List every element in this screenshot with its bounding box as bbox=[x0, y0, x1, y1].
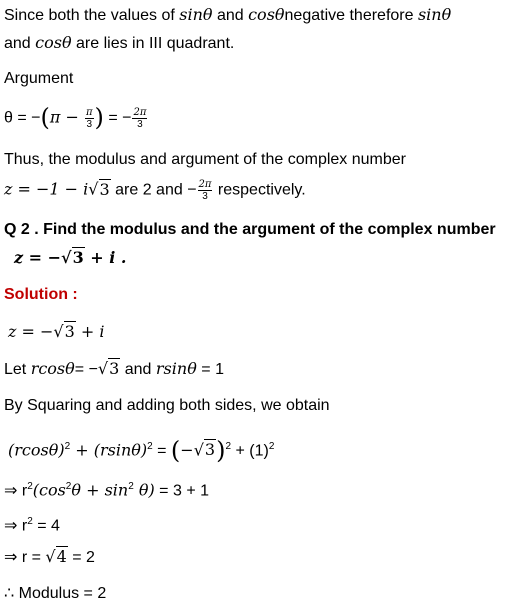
radicand: 3 bbox=[72, 248, 84, 267]
exponent: 2 bbox=[65, 481, 72, 492]
math-expression: (rcosθ) bbox=[8, 440, 65, 460]
radicand: 4 bbox=[56, 547, 67, 566]
implication-2 bbox=[4, 512, 60, 536]
math-pi-minus: π − bbox=[49, 107, 84, 127]
denominator: 3 bbox=[202, 191, 208, 202]
text-line-2 bbox=[4, 33, 234, 54]
math-expression: + i . bbox=[84, 248, 127, 267]
math-expression: (cos bbox=[32, 480, 66, 500]
math-sin-theta: sinθ bbox=[179, 5, 213, 24]
text: ⇒ r bbox=[4, 517, 28, 535]
solution-heading: Solution : bbox=[4, 286, 78, 303]
math-expression: θ) bbox=[133, 480, 155, 500]
argument-heading: Argument bbox=[4, 70, 74, 87]
math-expression: z = − bbox=[8, 322, 54, 341]
math-expression: + (rsinθ) bbox=[70, 440, 148, 460]
text: + (1) bbox=[231, 442, 269, 460]
math-expression: z = − bbox=[14, 248, 62, 267]
thus-line: Thus, the modulus and argument of the complex number bbox=[4, 151, 406, 168]
radicand: 3 bbox=[109, 359, 120, 378]
numerator: π bbox=[85, 107, 93, 118]
exponent: 2 bbox=[268, 441, 275, 452]
text: respectively. bbox=[213, 181, 306, 199]
exponent: 2 bbox=[225, 441, 232, 452]
math-sin-theta: sinθ bbox=[417, 5, 452, 24]
sqrt-3: √3 bbox=[193, 440, 216, 460]
text: Since both the values of bbox=[4, 7, 180, 24]
text: are 2 and − bbox=[110, 181, 197, 199]
math-rsin-theta: rsinθ bbox=[155, 359, 197, 378]
right-paren: ) bbox=[94, 103, 104, 132]
theta-equation bbox=[4, 103, 148, 132]
left-paren: ( bbox=[40, 103, 50, 132]
radicand: 3 bbox=[64, 322, 75, 341]
text: Let bbox=[4, 361, 31, 378]
question-2-expression bbox=[14, 248, 126, 269]
text: = 2 bbox=[67, 549, 95, 566]
text: = − bbox=[103, 109, 132, 127]
sqrt-3: √3 bbox=[53, 322, 75, 341]
text: ⇒ r bbox=[4, 482, 28, 500]
sqrt-3: √3 bbox=[61, 248, 84, 267]
text-line-1 bbox=[4, 5, 451, 26]
math-rcos-theta: rcosθ bbox=[30, 359, 75, 378]
text: and bbox=[212, 7, 249, 24]
modulus-result: ∴ Modulus = 2 bbox=[4, 585, 107, 602]
numerator: 2π bbox=[198, 179, 212, 190]
exponent: 2 bbox=[128, 481, 134, 492]
z-result-line bbox=[4, 179, 306, 202]
radicand: 3 bbox=[99, 179, 110, 199]
fraction-pi-over-3 bbox=[85, 107, 94, 130]
exponent: 2 bbox=[147, 441, 153, 452]
text: = bbox=[152, 442, 171, 460]
exponent: 2 bbox=[64, 441, 71, 452]
text: = 1 bbox=[196, 361, 224, 378]
numerator: 2π bbox=[133, 107, 147, 118]
text: θ = − bbox=[4, 109, 41, 127]
minus-sign: − bbox=[180, 440, 194, 460]
math-cos-theta: cosθ bbox=[35, 33, 72, 52]
math-cos-theta: cosθ bbox=[248, 5, 285, 24]
denominator: 3 bbox=[86, 119, 93, 130]
denominator: 3 bbox=[137, 119, 143, 130]
sqrt-3: √3 bbox=[97, 359, 120, 378]
text: and bbox=[120, 361, 156, 378]
implication-1 bbox=[4, 477, 209, 501]
text: = 4 bbox=[32, 517, 60, 535]
math-expression: θ + sin bbox=[71, 480, 129, 500]
implication-3 bbox=[4, 547, 95, 568]
exponent: 2 bbox=[27, 516, 33, 527]
math-expression: z = −1 − i bbox=[4, 179, 89, 199]
sqrt-3: √3 bbox=[88, 179, 110, 199]
question-2: Q 2 . Find the modulus and the argument of the complex number bbox=[4, 221, 496, 238]
math-expression: + i bbox=[75, 322, 105, 341]
text: negative therefore bbox=[284, 7, 418, 24]
text: = − bbox=[74, 361, 98, 378]
sqrt-4: √4 bbox=[45, 547, 67, 566]
left-paren: ( bbox=[170, 436, 181, 465]
by-squaring-line: By Squaring and adding both sides, we obtain bbox=[4, 397, 330, 414]
text: and bbox=[4, 35, 36, 52]
text: = 3 + 1 bbox=[154, 482, 209, 500]
radicand: 3 bbox=[204, 440, 216, 460]
squared-equation bbox=[8, 436, 275, 465]
fraction-2pi-over-3 bbox=[132, 107, 147, 130]
solution-z-line bbox=[8, 322, 105, 343]
fraction-2pi-over-3 bbox=[198, 179, 213, 202]
text: ⇒ r = bbox=[4, 549, 46, 566]
text: are lies in III quadrant. bbox=[71, 35, 235, 52]
exponent: 2 bbox=[27, 481, 33, 492]
right-paren: ) bbox=[216, 436, 226, 465]
let-line bbox=[4, 359, 224, 380]
